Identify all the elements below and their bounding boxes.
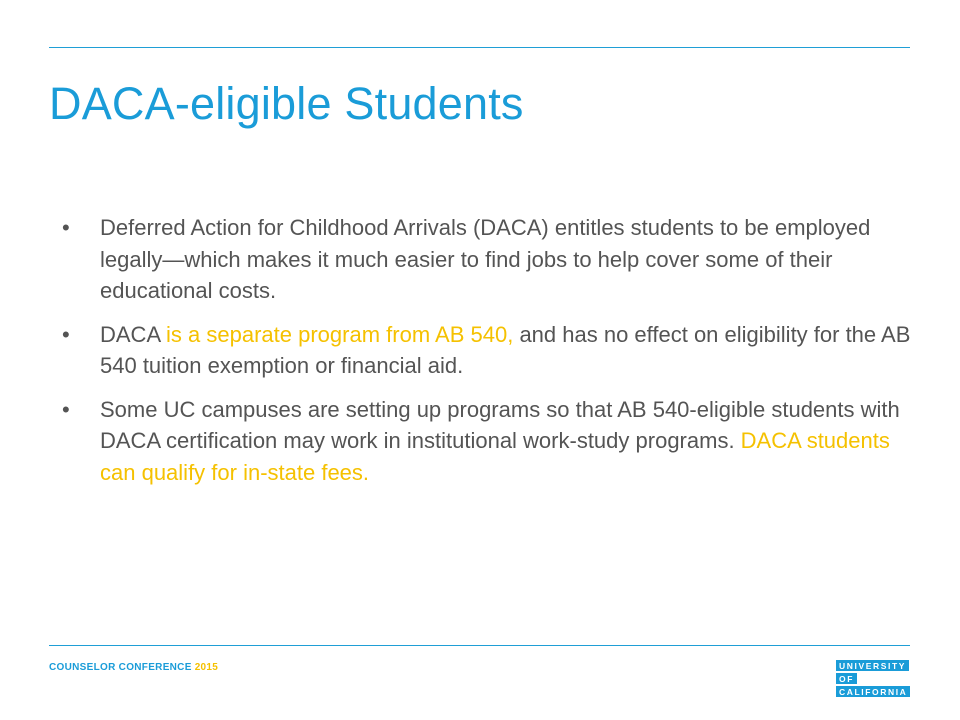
top-divider (49, 47, 910, 48)
bullet-dot: • (62, 215, 70, 240)
logo-line-university: UNIVERSITY (836, 660, 909, 671)
logo-line-of: OF (836, 673, 857, 684)
footer-conference-label (49, 662, 218, 673)
bullet-text: Deferred Action for Childhood Arrivals (DACA) entitles students to be employed legally—which makes it much easier to find jobs to help cover some of their educational costs. (100, 215, 871, 303)
bullet-item-work-study (62, 394, 912, 489)
university-of-california-logo (836, 660, 910, 699)
bullet-dot: • (62, 321, 70, 347)
conference-year: 2015 (194, 662, 219, 673)
bullet-item-daca-definition (62, 212, 912, 307)
bullet-text: Some UC campuses are setting up programs so that AB 540-eligible students with DACA certification may work in institutional work-study programs. (100, 396, 900, 453)
conference-name: COUNSELOR CONFERENCE (49, 662, 192, 673)
logo-line-california: CALIFORNIA (836, 686, 910, 697)
bullet-text: and has no effect on eligibility for the AB 540 tuition exemption or financial aid. (100, 321, 911, 378)
bottom-divider (49, 645, 910, 646)
bullet-dot: • (62, 396, 70, 422)
bullet-list (62, 212, 912, 488)
bullet-text: DACA (100, 321, 167, 347)
highlighted-text: DACA students can qualify for in-state fees. (100, 428, 890, 485)
bullet-item-separate-program (62, 319, 912, 382)
highlighted-text: is a separate program from AB 540, (166, 321, 514, 347)
slide-title: DACA-eligible Students (49, 78, 524, 129)
